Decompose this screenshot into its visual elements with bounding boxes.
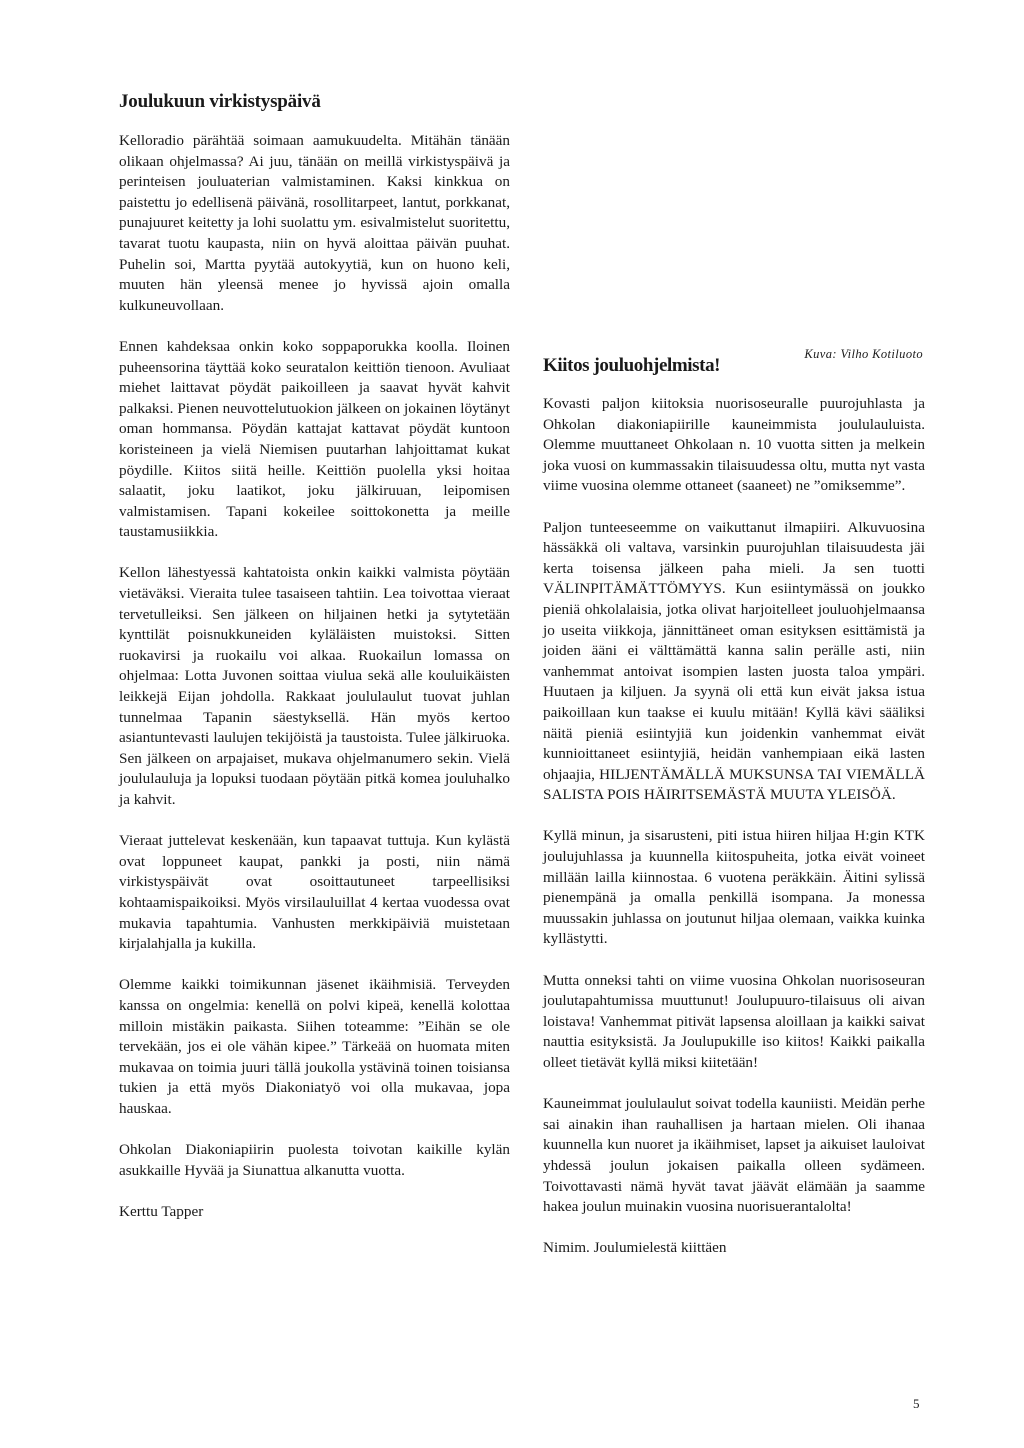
left-signature: Kerttu Tapper [119, 1202, 204, 1220]
left-paragraph-3: Kellon lähestyessä kahtatoista onkin kaikki valmista pöytään vietäväksi. Vieraita tulee tasaiseen tahtiin. Lea toivottaa vieraat tervetulleiksi. Sen jälkeen on hiljainen hetki ja sytytetään kynttilät poisnukkuneiden kyläläisten muistoksi. Sitten ruokavirsi ja ruokailu voi alkaa. Ruokailun lomassa on ohjelmaa: Lotta Juvonen soittaa viulua sekä alle kouluikäisten leikkejä Eijan johdolla. Rakkaat joululaulut tuovat juhlan tunnelmaa Tapanin säestyksellä. Hän myös kertoo asiantuntevasti laulujen tekijöistä ja taustoista. Tulee jälkiruoka. Sen jälkeen on arpajaiset, mukava ohjelmanumero sekin. Vielä joululauluja ja lopuksi tuodaan pöytään pitkä komea jouluhalko ja kahvit. [119, 564, 510, 808]
right-article-title: Kiitos jouluohjelmista! [543, 355, 721, 376]
right-paragraph-4: Mutta onneksi tahti on viime vuosina Ohkolan nuorisoseuran joulutapahtumissa muuttunut! Joulupuuro-tilaisuus oli aivan loistava! Vanhemmat pitivät lapsensa aloillaan ja kaikki saivat nauttia esityksistä. Ja Joulupukille iso kiitos! Kaikki paikalla olleet tietävät kyllä miksi kiitetään! [543, 971, 925, 1071]
right-paragraph-3: Kyllä minun, ja sisarusteni, piti istua hiiren hiljaa H:gin KTK joulujuhlassa ja kuunnella kiitospuheita, jotka eivät voineet millään lailla kiinnostaa. 6 vuotena peräkkäin. Äitini sylissä pienempänä ja omalla penkillä isompana. Ja monessa muussakin juhlassa on joutunut hiljaa olemaan, vaikka kuinka kyllästytti. [543, 827, 925, 948]
left-paragraph-4: Vieraat juttelevat keskenään, kun tapaavat tuttuja. Kun kylästä ovat loppuneet kaupat, pankki ja posti, niin nämä virkistyspäivät ovat osoittautuneet tarpeellisiksi kohtaamispaikoiksi. Myös virsilauluillat 4 kertaa vuodessa ovat mukavia tapahtumia. Vanhusten merkkipäiviä muistetaan kirjalahjalla ja kukilla. [119, 832, 510, 953]
left-paragraph-5: Olemme kaikki toimikunnan jäsenet ikäihmisiä. Terveyden kanssa on ongelmia: kenellä on polvi kipeä, kenellä kolottaa milloin mistäkin paikasta. Siihen toteamme: ”Eihän se ole tervekään, jos ei ole vähän kipee.” Tärkeää on huomata miten mukavaa on toimia juuri tällä joukolla ystävinä toinen toisiansa tukien ja että myös Diakoniatyö voi olla mukavaa, jopa hauskaa. [119, 976, 510, 1117]
right-article-header [543, 348, 925, 382]
left-paragraph-6: Ohkolan Diakoniapiirin puolesta toivotan kaikille kylän asukkaille Hyvää ja Siunattua alkanutta vuotta. [119, 1141, 510, 1179]
right-signature: Nimim. Joulumielestä kiittäen [543, 1239, 727, 1257]
right-paragraph-1: Kovasti paljon kiitoksia nuorisoseuralle puurojuhlasta ja Ohkolan diakoniapiirille kauneimmista joululauluista. Olemme muuttaneet Ohkolaan n. 10 vuotta sitten ja melkein joka vuosi on kummassakin tilaisuudessa oltu, mutta nyt vasta viime vuosina olemme ottaneet (saaneet) ne ”omiksemme”. [543, 395, 925, 495]
left-article-title: Joulukuun virkistyspäivä [119, 91, 321, 112]
page-number: 5 [913, 1396, 920, 1411]
right-paragraph-2: Paljon tunteeseemme on vaikuttanut ilmapiiri. Alkuvuosina hässäkkä oli valtava, varsinkin puurojuhlan tilaisuudesta jäi kerta toisensa jälkeen paha mieli. Ja sen tuotti VÄLINPITÄMÄTTÖMYYS. Kun esiintymässä on joukko pieniä ohkolalaisia, jotka olivat harjoitelleet jouluohjelmaansa jo useita viikkoja, jännittäneet oman esityksen esittämistä ja joiden ääni ei välttämättä kanna salin perälle asti, niin vanhemmat antoivat isompien lasten juosta taloa ympäri. Huutaen ja kiljuen. Ja syynä oli että kun eivät jaksa istua paikoillaan kun taakse ei kuulu mitään! Kyllä kävi sääliksi näitä pieniä esiintyjiä kun joidenkin vanhemmat eivät kunnioittaneet esiintyjiä, heidän vanhempiaan eikä lasten ohjaajia, HILJENTÄMÄLLÄ MUKSUNSA TAI VIEMÄLLÄ SALISTA POIS HÄIRITSEMÄSTÄ MUUTA YLEISÖÄ. [543, 518, 925, 804]
right-paragraph-5: Kauneimmat joululaulut soivat todella kauniisti. Meidän perhe sai ainakin ihan rauhallisen ja hartaan mielen. Oli ihanaa kuunnella kun nuoret ja ikäihmiset, lapset ja aikuiset lauloivat yhdessä joulun jokaisen paikalla olleen sydämeen. Toivottavasti nämä hyvät tavat jäävät elämään ja saamme hakea joulun muinakin vuosina nuorisuerantalolta! [543, 1095, 925, 1216]
left-article [119, 90, 510, 1222]
photo-credit: Kuva: Vilho Kotiluoto [804, 347, 923, 361]
left-paragraph-2: Ennen kahdeksaa onkin koko soppaporukka koolla. Iloinen puheensorina täyttää koko seuratalon keittiön tienoon. Avuliaat miehet laittavat pöydät paikoilleen ja saavat hyvät kahvit palkaksi. Pienen neuvottelutuokion jälkeen on jokainen löytänyt oman hommansa. Pöydän kattajat kattavat pöydät kuntoon koristeineen ja vielä Niemisen puutarhan lahjoittamat kukat pöydille. Kiitos siitä heille. Keittiön puolella yksi hoitaa salaatit, joku laatikot, joku jälkiruuan, leipomisen valmistamisen. Tapani kokeilee soittokonetta ja meille taustamusiikkia. [119, 337, 510, 541]
right-article [543, 348, 925, 1259]
left-paragraph-1: Kelloradio pärähtää soimaan aamukuudelta. Mitähän tänään olikaan ohjelmassa? Ai juu, tänään on meillä virkistyspäivä ja perinteisen jouluaterian valmistaminen. Kaksi kinkkua on paistettu jo edellisenä päivänä, rosollitarpeet, lantut, porkkanat, punajuuret keitetty ja lohi suolattu ym. esivalmistelut suoritettu, tavarat tuotu kaupasta, niin on hyvä aloittaa päivän puuhat. Puhelin soi, Martta pyytää autokyytiä, kun on huono keli, muuten hän yleensä menee jo hyvissä ajoin omalla kulkuneuvollaan. [119, 132, 510, 314]
